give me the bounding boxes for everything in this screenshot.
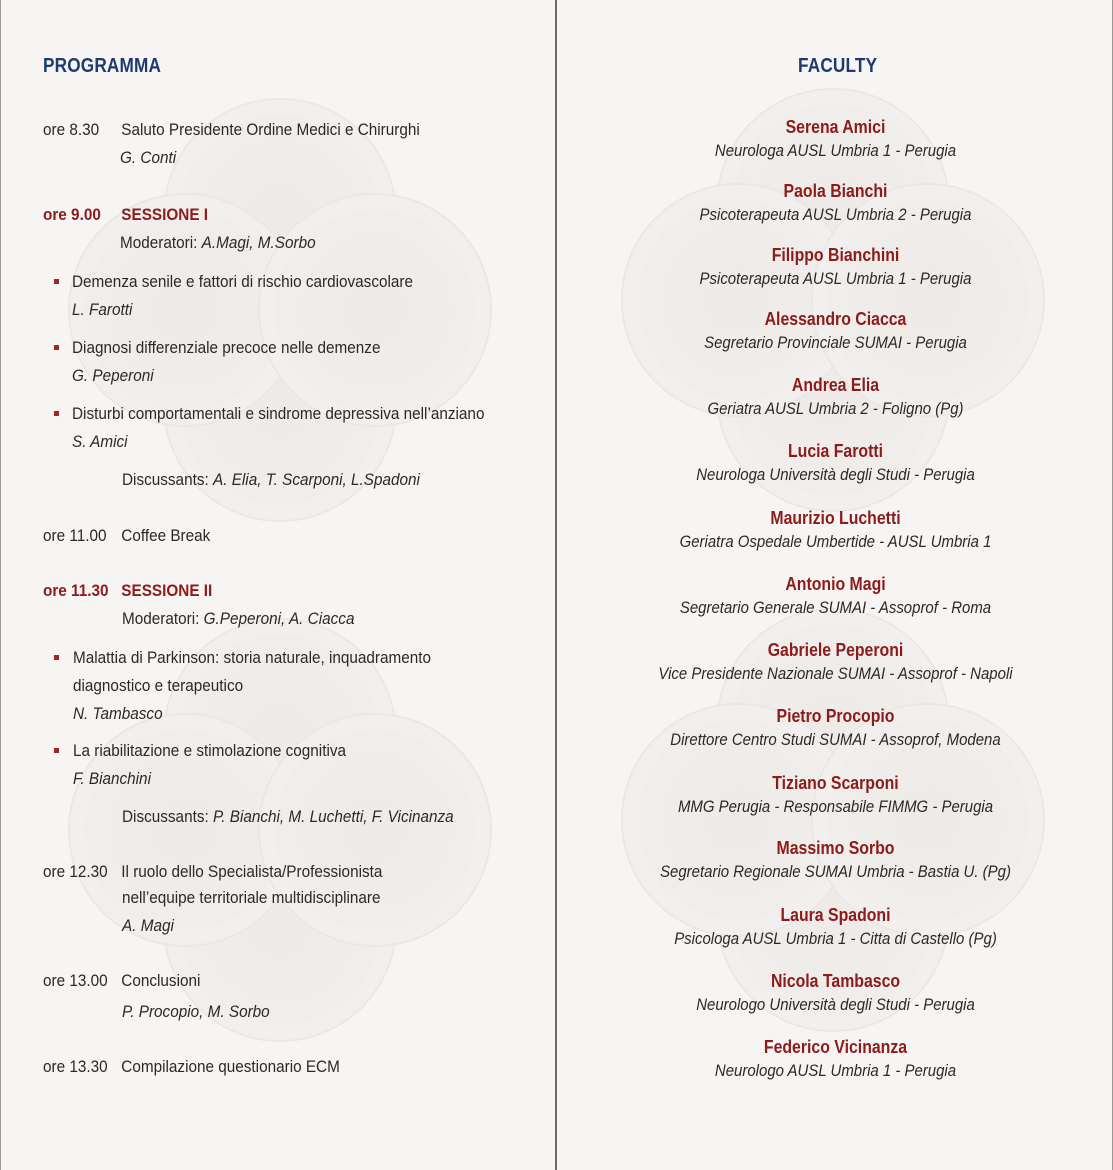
faculty-member bbox=[558, 771, 1113, 819]
moderators-label: Moderatori: bbox=[122, 609, 200, 628]
program-row bbox=[43, 1053, 340, 1081]
program-row bbox=[43, 858, 382, 886]
bullet-marker bbox=[54, 655, 59, 660]
faculty-name: Antonio Magi bbox=[785, 574, 886, 594]
faculty-name: Filippo Bianchini bbox=[771, 245, 900, 265]
speaker-name: L. Farotti bbox=[72, 300, 133, 319]
faculty-name: Federico Vicinanza bbox=[763, 1037, 908, 1057]
time-label: ore 8.30 bbox=[43, 120, 100, 139]
talk-title-cont: diagnostico e terapeutico bbox=[73, 676, 244, 695]
faculty-name: Gabriele Peperoni bbox=[767, 640, 904, 660]
bullet-marker bbox=[54, 279, 59, 284]
programma-panel bbox=[0, 0, 556, 1170]
discussants bbox=[122, 466, 420, 494]
program-row bbox=[43, 116, 420, 144]
speaker-name: A. Magi bbox=[122, 916, 174, 935]
faculty-name: Maurizio Luchetti bbox=[770, 508, 901, 528]
talk-title: Saluto Presidente Ordine Medici e Chirurghi bbox=[121, 120, 420, 139]
faculty-role: Segretario Regionale SUMAI Umbria - Bastia U. (Pg) bbox=[660, 862, 1011, 881]
faculty-member bbox=[558, 1035, 1113, 1083]
discussants-names: P. Bianchi, M. Luchetti, F. Vicinanza bbox=[212, 807, 454, 826]
speaker-name: F. Bianchini bbox=[73, 769, 151, 788]
faculty-role: Segretario Provinciale SUMAI - Perugia bbox=[704, 333, 967, 352]
discussants-label: Discussants: bbox=[122, 470, 209, 489]
speaker-name: P. Procopio, M. Sorbo bbox=[122, 1002, 270, 1021]
faculty-member bbox=[558, 179, 1113, 227]
faculty-member bbox=[558, 243, 1113, 291]
program-row bbox=[43, 967, 200, 995]
time-label: ore 12.30 bbox=[43, 862, 108, 881]
faculty-role: Geriatra Ospedale Umbertide - AUSL Umbria 1 bbox=[679, 532, 992, 551]
faculty-role: Neurologo Università degli Studi - Perugia bbox=[696, 995, 975, 1014]
bullet-marker bbox=[54, 748, 59, 753]
faculty-role: Segretario Generale SUMAI - Assoprof - Roma bbox=[679, 598, 992, 617]
faculty-role: MMG Perugia - Responsabile FIMMG - Perugia bbox=[677, 797, 994, 816]
talk-title: Il ruolo dello Specialista/Professionista bbox=[121, 862, 383, 881]
faculty-role: Psicologa AUSL Umbria 1 - Citta di Castello (Pg) bbox=[674, 929, 997, 948]
talk-title: Compilazione questionario ECM bbox=[121, 1057, 340, 1076]
faculty-member bbox=[558, 506, 1113, 554]
session-title: SESSIONE II bbox=[121, 581, 213, 600]
moderators-label: Moderatori: bbox=[120, 233, 198, 252]
time-label: ore 13.00 bbox=[43, 971, 108, 990]
faculty-name: Laura Spadoni bbox=[780, 905, 891, 925]
faculty-member bbox=[558, 307, 1113, 355]
faculty-name: Massimo Sorbo bbox=[776, 838, 895, 858]
talk-title: Coffee Break bbox=[121, 526, 211, 545]
faculty-name: Lucia Farotti bbox=[787, 441, 884, 461]
faculty-heading: FACULTY bbox=[798, 55, 878, 77]
faculty-name: Andrea Elia bbox=[791, 375, 880, 395]
time-label: ore 13.30 bbox=[43, 1057, 108, 1076]
program-row bbox=[43, 522, 210, 550]
faculty-member bbox=[558, 572, 1113, 620]
speaker-name: G. Peperoni bbox=[72, 366, 154, 385]
bullet-marker bbox=[54, 345, 59, 350]
session-title: SESSIONE I bbox=[121, 205, 209, 224]
talk-title: Demenza senile e fattori di rischio cardiovascolare bbox=[72, 272, 414, 291]
talk-title: Conclusioni bbox=[121, 971, 201, 990]
faculty-name: Nicola Tambasco bbox=[770, 971, 901, 991]
speaker-name: N. Tambasco bbox=[73, 704, 163, 723]
faculty-name: Paola Bianchi bbox=[783, 181, 888, 201]
faculty-name: Tiziano Scarponi bbox=[772, 773, 899, 793]
moderators-names: G.Peperoni, A. Ciacca bbox=[203, 609, 355, 628]
faculty-panel bbox=[558, 0, 1113, 1170]
discussants-names: A. Elia, T. Scarponi, L.Spadoni bbox=[212, 470, 420, 489]
programma-heading: PROGRAMMA bbox=[43, 55, 162, 77]
faculty-role: Direttore Centro Studi SUMAI - Assoprof, Modena bbox=[670, 730, 1001, 749]
faculty-role: Neurologa Università degli Studi - Perugia bbox=[696, 465, 975, 484]
session-row bbox=[43, 577, 212, 605]
faculty-role: Geriatra AUSL Umbria 2 - Foligno (Pg) bbox=[707, 399, 964, 418]
discussants-label: Discussants: bbox=[122, 807, 209, 826]
talk-title: Disturbi comportamentali e sindrome depressiva nell’anziano bbox=[72, 404, 485, 423]
moderators bbox=[120, 229, 316, 257]
faculty-name: Pietro Procopio bbox=[776, 706, 895, 726]
talk-title: Malattia di Parkinson: storia naturale, inquadramento bbox=[73, 648, 432, 667]
speaker-name: G. Conti bbox=[120, 148, 177, 167]
bullet-marker bbox=[54, 411, 59, 416]
faculty-member bbox=[558, 115, 1113, 163]
faculty-member bbox=[558, 373, 1113, 421]
faculty-role: Neurologo AUSL Umbria 1 - Perugia bbox=[714, 1061, 957, 1080]
faculty-member bbox=[558, 836, 1113, 884]
faculty-member bbox=[558, 903, 1113, 951]
faculty-role: Psicoterapeuta AUSL Umbria 1 - Perugia bbox=[699, 269, 972, 288]
speaker-name: S. Amici bbox=[72, 432, 128, 451]
faculty-member bbox=[558, 439, 1113, 487]
faculty-role: Psicoterapeuta AUSL Umbria 2 - Perugia bbox=[699, 205, 972, 224]
fold-divider bbox=[555, 0, 557, 1170]
moderators-names: A.Magi, M.Sorbo bbox=[201, 233, 316, 252]
page-edge-left bbox=[0, 0, 1, 1170]
session-row bbox=[43, 201, 208, 229]
faculty-member bbox=[558, 969, 1113, 1017]
talk-title: La riabilitazione e stimolazione cognitiva bbox=[73, 741, 347, 760]
discussants bbox=[122, 803, 454, 831]
faculty-name: Serena Amici bbox=[785, 117, 886, 137]
faculty-role: Vice Presidente Nazionale SUMAI - Assoprof - Napoli bbox=[658, 664, 1013, 683]
talk-title: Diagnosi differenziale precoce nelle demenze bbox=[72, 338, 381, 357]
time-label: ore 11.00 bbox=[43, 526, 107, 545]
faculty-role: Neurologa AUSL Umbria 1 - Perugia bbox=[714, 141, 957, 160]
moderators bbox=[122, 605, 354, 633]
faculty-name: Alessandro Ciacca bbox=[764, 309, 907, 329]
faculty-member bbox=[558, 704, 1113, 752]
session-time: ore 9.00 bbox=[43, 205, 101, 224]
talk-title-cont: nell’equipe territoriale multidisciplinare bbox=[122, 888, 381, 907]
faculty-member bbox=[558, 638, 1113, 686]
session-time: ore 11.30 bbox=[43, 581, 109, 600]
